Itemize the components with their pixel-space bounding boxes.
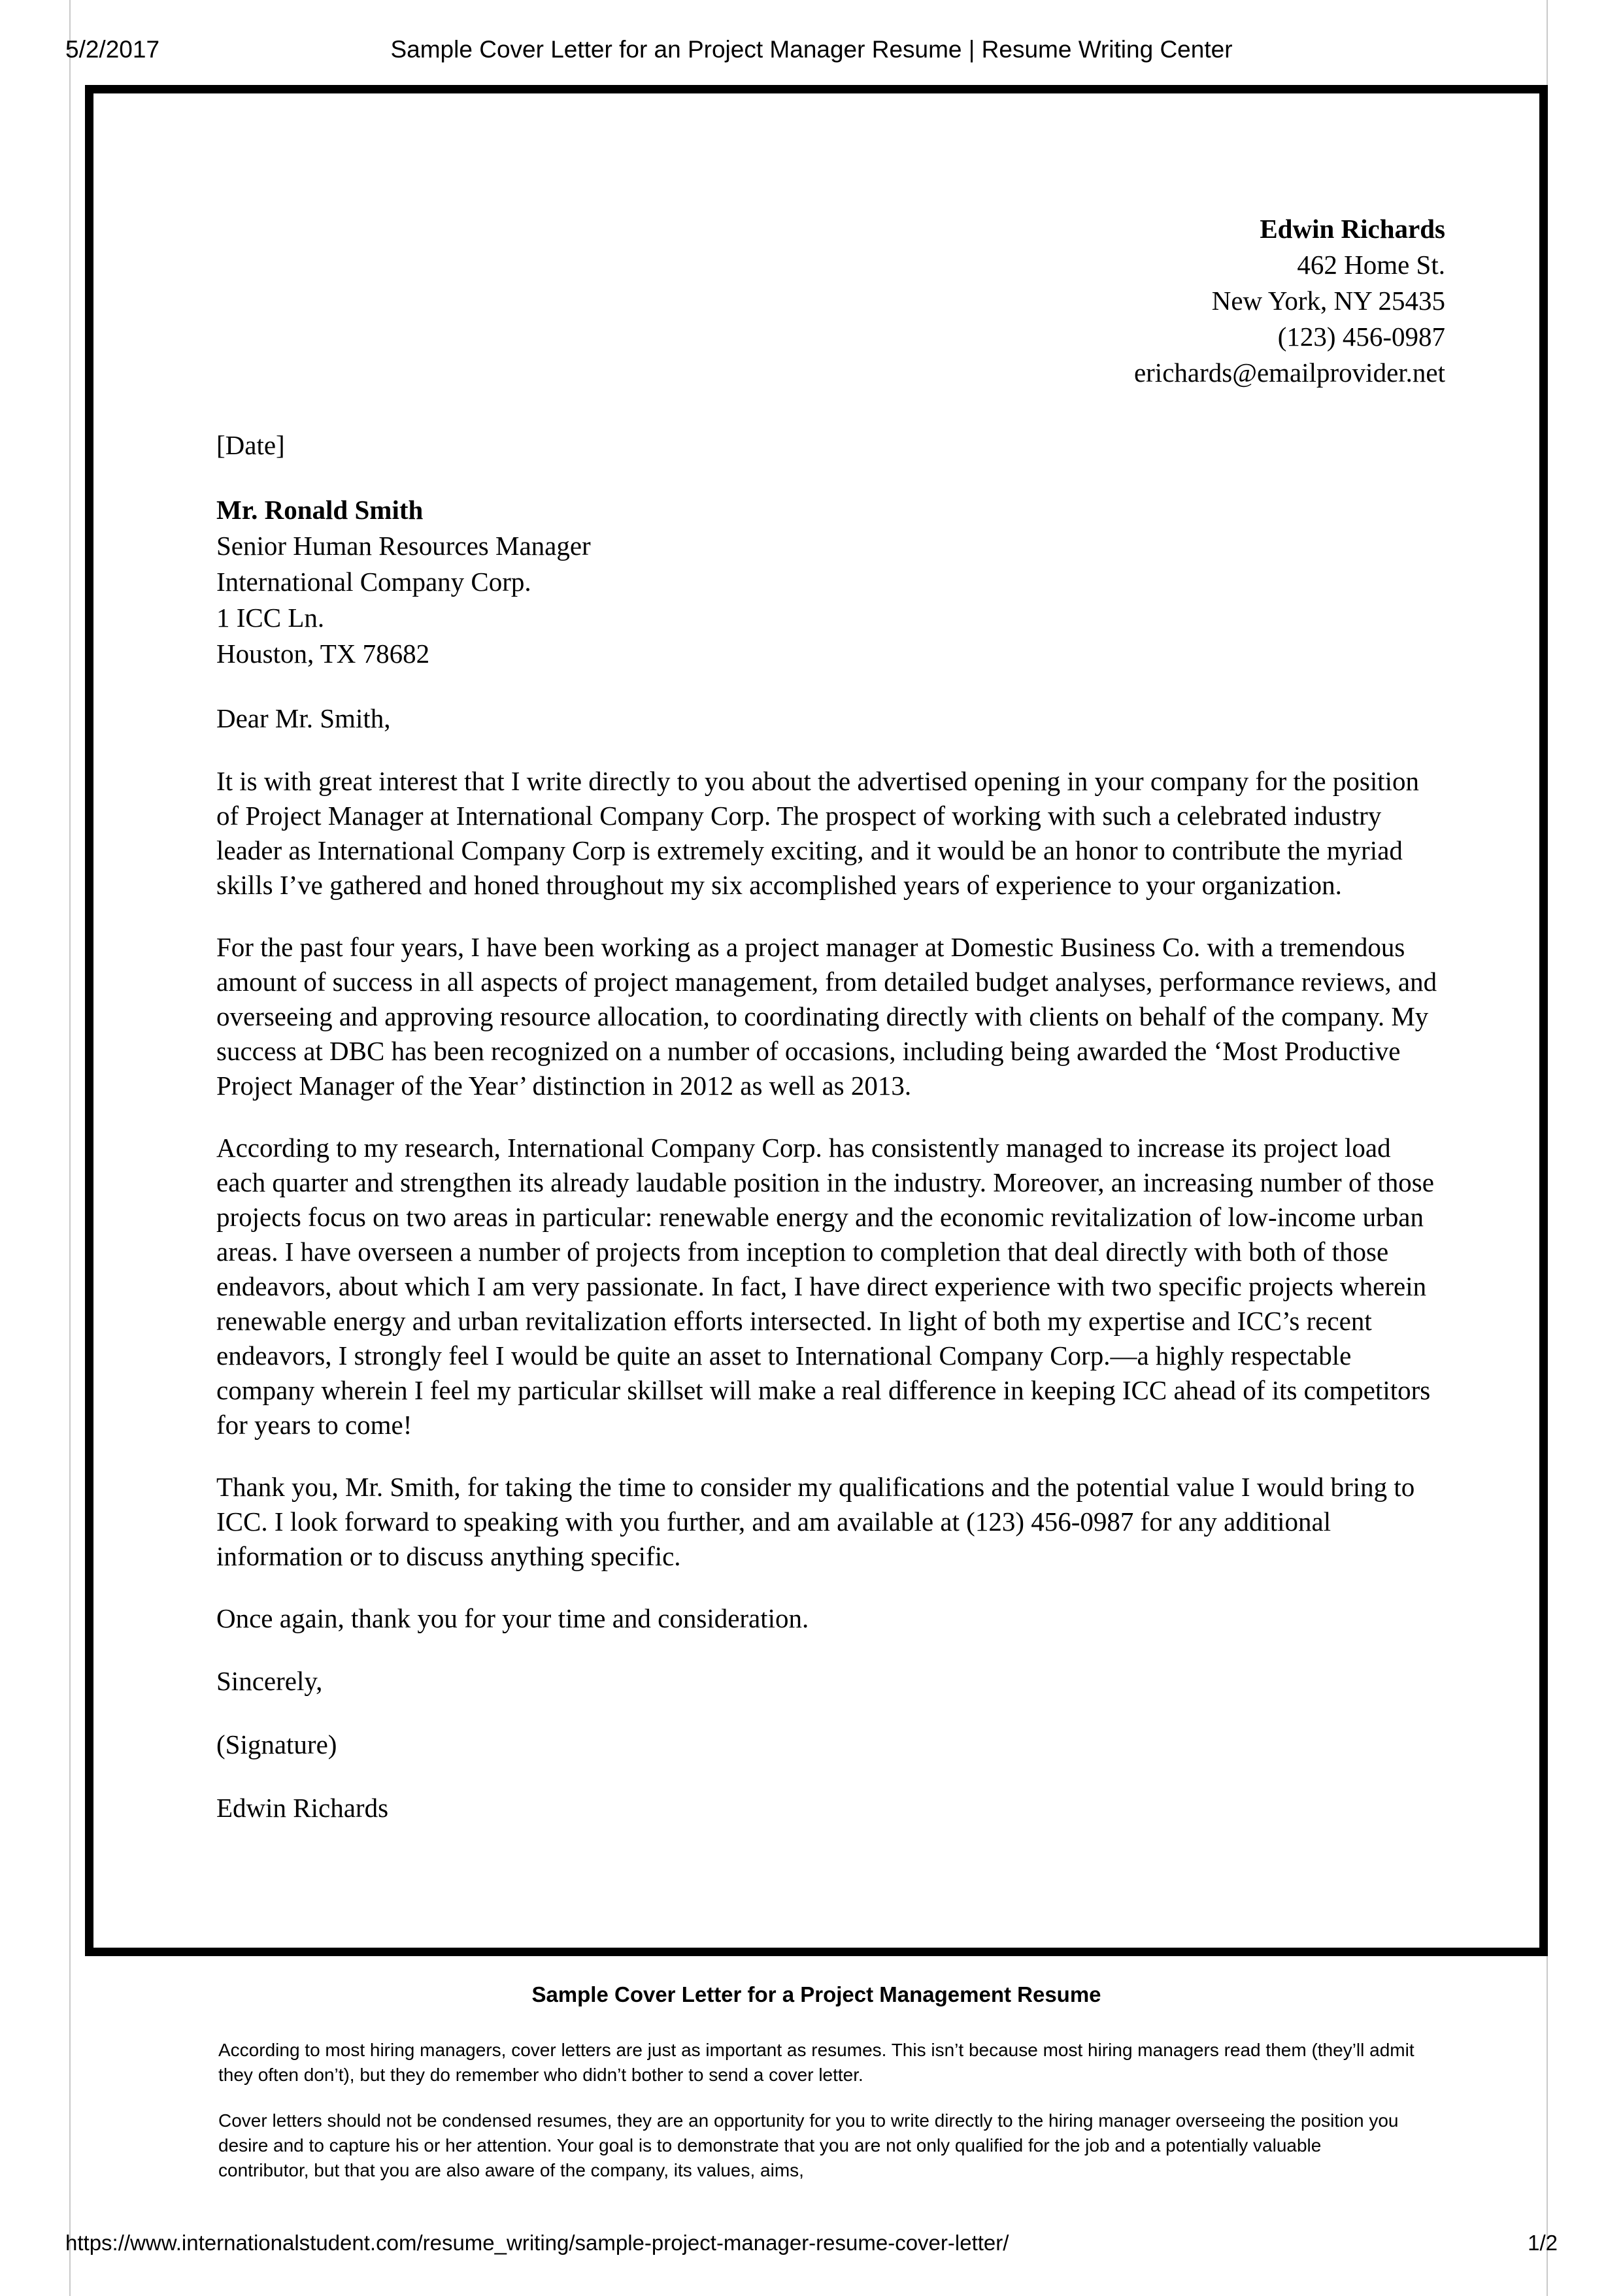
letterhead (216, 211, 1445, 391)
print-footer (0, 2225, 1623, 2261)
recipient-street: 1 ICC Ln. (216, 603, 325, 633)
recipient-name: Mr. Ronald Smith (216, 495, 424, 525)
recipient-block (216, 492, 1445, 672)
cover-letter-content (216, 126, 1445, 1826)
letterhead-name: Edwin Richards (1260, 214, 1445, 244)
article-heading: Sample Cover Letter for a Project Management Resume (531, 1982, 1101, 2006)
letter-closing: Sincerely, (216, 1666, 323, 1696)
letter-paragraph-2: For the past four years, I have been working as a project manager at Domestic Business Co. with a tremendous amount of success in all aspects of project management, from detailed budget analyses, performance reviews, and overseeing and approving resource allocation, to coordinating directly with clients on behalf of the company. My success at DBC has been recognized on a number of occasions, including being awarded the ‘Most Productive Project Manager of the Year’ distinction in 2012 as well as 2013. (216, 932, 1437, 1101)
letter-paragraph-5: Once again, thank you for your time and consideration. (216, 1603, 809, 1633)
article-section (85, 1980, 1548, 2183)
letter-paragraph-4: Thank you, Mr. Smith, for taking the time to consider my qualifications and the potential value I would bring to ICC. I look forward to speaking with you further, and am available at (123) 456-0987 for any additional information or to discuss anything specific. (216, 1472, 1415, 1571)
recipient-city-state-zip: Houston, TX 78682 (216, 639, 430, 669)
letterhead-email: erichards@emailprovider.net (1133, 358, 1445, 388)
print-header (0, 31, 1623, 68)
letter-signer-name: Edwin Richards (216, 1793, 389, 1823)
print-footer-url: https://www.internationalstudent.com/resume_writing/sample-project-manager-resume-cover-letter/ (65, 2231, 1009, 2255)
article-paragraph-2: Cover letters should not be condensed resumes, they are an opportunity for you to write directly to the hiring manager overseeing the position you desire and to capture his or her attention. Your goal is to demonstrate that you are not only qualified for the job and a potentially valuable contributor, but that you are also aware of the company, its values, aims, (218, 2110, 1399, 2180)
letterhead-phone: (123) 456-0987 (1277, 322, 1445, 352)
letter-date-line: [Date] (216, 430, 285, 460)
print-header-date: 5/2/2017 (65, 36, 160, 63)
letterhead-city-state-zip: New York, NY 25435 (1211, 286, 1445, 316)
letter-paragraph-1: It is with great interest that I write directly to you about the advertised opening in your company for the position of Project Manager at International Company Corp. The prospect of working with such a celebrated industry leader as International Company Corp is extremely exciting, and it would be an honor to contribute the myriad skills I’ve gathered and honed throughout my six accomplished years of experience to your organization. (216, 766, 1419, 900)
article-paragraph-1: According to most hiring managers, cover letters are just as important as resumes. This isn’t because most hiring managers read them (they’ll admit they often don’t), but they do remember who didn’t bother to send a cover letter. (218, 2040, 1414, 2085)
print-footer-page-number: 1/2 (1528, 2231, 1558, 2255)
cover-letter-box (85, 85, 1548, 1956)
letter-signature-placeholder: (Signature) (216, 1729, 337, 1759)
recipient-title: Senior Human Resources Manager (216, 531, 591, 561)
letter-salutation: Dear Mr. Smith, (216, 703, 391, 733)
recipient-company: International Company Corp. (216, 567, 531, 597)
print-header-title: Sample Cover Letter for an Project Manager Resume | Resume Writing Center (390, 36, 1233, 63)
letterhead-street: 462 Home St. (1297, 250, 1445, 280)
letter-paragraph-3: According to my research, International Company Corp. has consistently managed to increase its project load each quarter and strengthen its already laudable position in the industry. Moreover, an increasing number of those projects focus on two areas in particular: renewable energy and the economic revitalization of low-income urban areas. I have overseen a number of projects from inception to completion that deal directly with both of those endeavors, about which I am very passionate. In fact, I have direct experience with two specific projects wherein renewable energy and urban revitalization efforts intersected. In light of both my expertise and ICC’s recent endeavors, I strongly feel I would be quite an asset to International Company Corp.—a highly respectable company wherein I feel my particular skillset will make a real difference in keeping ICC ahead of its competitors for years to come! (216, 1133, 1434, 1440)
